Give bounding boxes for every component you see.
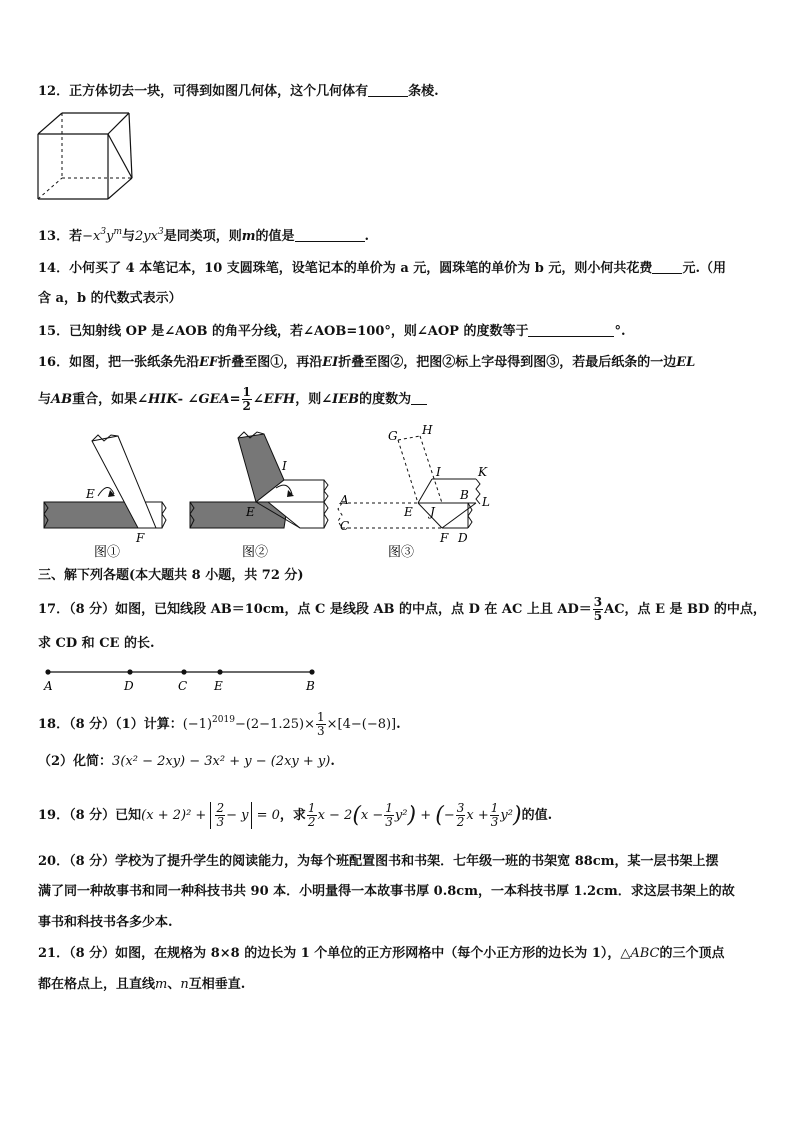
label-J: J	[430, 505, 435, 519]
fold-figures	[38, 424, 498, 564]
fraction: $\frac{1}{2}$	[307, 801, 316, 829]
q14-line1: 14．小何买了 4 本笔记本，10 支圆珠笔，设笔记本的单价为 a 元，圆珠笔的单价为 b 元，则小何共花费 元.（用	[38, 261, 726, 276]
answer-blank	[411, 390, 427, 405]
figure-3-caption: 图③	[388, 545, 415, 560]
label-K: K	[478, 465, 487, 479]
q15-text: 15．已知射线 OP 是∠AOB 的角平分线，若∠AOB=100°，则∠AOP 的度数等于 °.	[38, 324, 626, 339]
fraction: $\frac{1}{3}$	[316, 710, 325, 738]
fraction: $\frac{1}{3}$	[385, 801, 393, 829]
q21-line2: 都在格点上，且直线m、n互相垂直.	[38, 977, 246, 992]
fraction: $\frac{3}{2}$	[456, 801, 465, 829]
fold-figure-3	[338, 424, 490, 560]
label-C: C	[340, 519, 350, 533]
fraction: $\frac{1}{2}$	[242, 385, 251, 413]
label-B: B	[460, 488, 469, 502]
point-C: C	[178, 679, 188, 693]
label-F: F	[136, 531, 145, 545]
answer-blank	[652, 259, 682, 274]
q12-text: 12．正方体切去一块，可得到如图几何体，这个几何体有 条棱.	[38, 84, 439, 99]
q21-line1: 21．（8 分）如图，在规格为 8×8 的边长为 1 个单位的正方形网格中（每个小正方形的边长为 1），△ABC的三个顶点	[38, 946, 725, 961]
answer-blank	[368, 82, 408, 97]
q12-number: 12．	[38, 84, 70, 99]
point-B: B	[306, 679, 315, 693]
label-F-3: F	[440, 531, 449, 545]
absolute-value: $\frac{2}{3}$ − y	[210, 802, 252, 829]
q20-line1: 20．（8 分）学校为了提升学生的阅读能力，为每个班配置图书和书架．七年级一班的书架宽 88cm，某一层书架上摆	[38, 854, 719, 869]
segment-figure	[36, 662, 326, 696]
q16-line1: 16．如图，把一张纸条先沿EF折叠至图①，再沿EI折叠至图②，把图②标上字母得到图③，若最后纸条的一边EL	[38, 355, 696, 370]
section-heading: 三、解下列各题(本大题共 8 小题，共 72 分)	[38, 568, 304, 583]
q18-part2: （2）化简：3(x² − 2xy) − 3x² + y − (2xy + y).	[38, 754, 335, 769]
answer-blank	[528, 322, 614, 337]
label-L: L	[482, 495, 490, 509]
point-E: E	[214, 679, 223, 693]
label-A: A	[340, 493, 349, 507]
fold-figure-1	[44, 435, 166, 560]
q17-line1: 17．（8 分）如图，已知线段 AB＝10cm，点 C 是线段 AB 的中点，点 D 在 AC 上且 AD＝ $\frac{3}{5}$ AC，点 E 是 BD 的中点，	[38, 595, 766, 623]
q16-line2: 与AB重合，如果∠HIK- ∠GEA= $\frac{1}{2}$ ∠EFH，则∠IEB的度数为	[38, 386, 427, 413]
answer-blank	[295, 227, 365, 242]
cube-cut-figure	[36, 110, 136, 202]
q17-line2: 求 CD 和 CE 的长.	[38, 636, 155, 651]
q20-line2: 满了同一种故事书和同一种科技书共 90 本．小明量得一本故事书厚 0.8cm，一本科技书厚 1.2cm．求这层书架上的故	[38, 884, 735, 899]
point-D: D	[124, 679, 134, 693]
fold-figure-2	[190, 432, 328, 560]
label-E: E	[86, 487, 95, 501]
q18-part1: 18．（8 分）（1）计算：$(-1)^{2019}-(2-1.25)\times$ $\frac{1}{3}$ ×[4−(−8)].	[38, 710, 401, 738]
figure-1-caption: 图①	[94, 545, 121, 560]
q14-line2: 含 a，b 的代数式表示）	[38, 291, 182, 306]
fraction: $\frac{1}{3}$	[490, 801, 499, 829]
label-D: D	[458, 531, 468, 545]
figure-2-caption: 图②	[242, 545, 269, 560]
q13-text: 13．若$-x^3y^m$与$2yx^3$是同类项，则m的值是 .	[38, 227, 370, 244]
fraction: $\frac{3}{5}$	[593, 595, 603, 623]
q20-line3: 事书和科技书各多少本.	[38, 915, 173, 930]
label-H: H	[422, 424, 433, 437]
label-I: I	[282, 459, 287, 473]
q19-text: 19．（8 分）已知(x + 2)² + $\frac{2}{3}$ − y = 0，求 $\frac{1}{2}$ x − 2(x − $\frac{1}{3}$ y²) + (− $\frac{3}{2}$ x + $\frac{1}{3}$ y²)的值.	[38, 801, 553, 829]
point-A: A	[44, 679, 53, 693]
label-I-3: I	[436, 465, 441, 479]
fraction: $\frac{2}{3}$	[216, 801, 225, 829]
label-E-3: E	[404, 505, 413, 519]
label-G: G	[388, 429, 398, 443]
label-E-2: E	[246, 505, 255, 519]
